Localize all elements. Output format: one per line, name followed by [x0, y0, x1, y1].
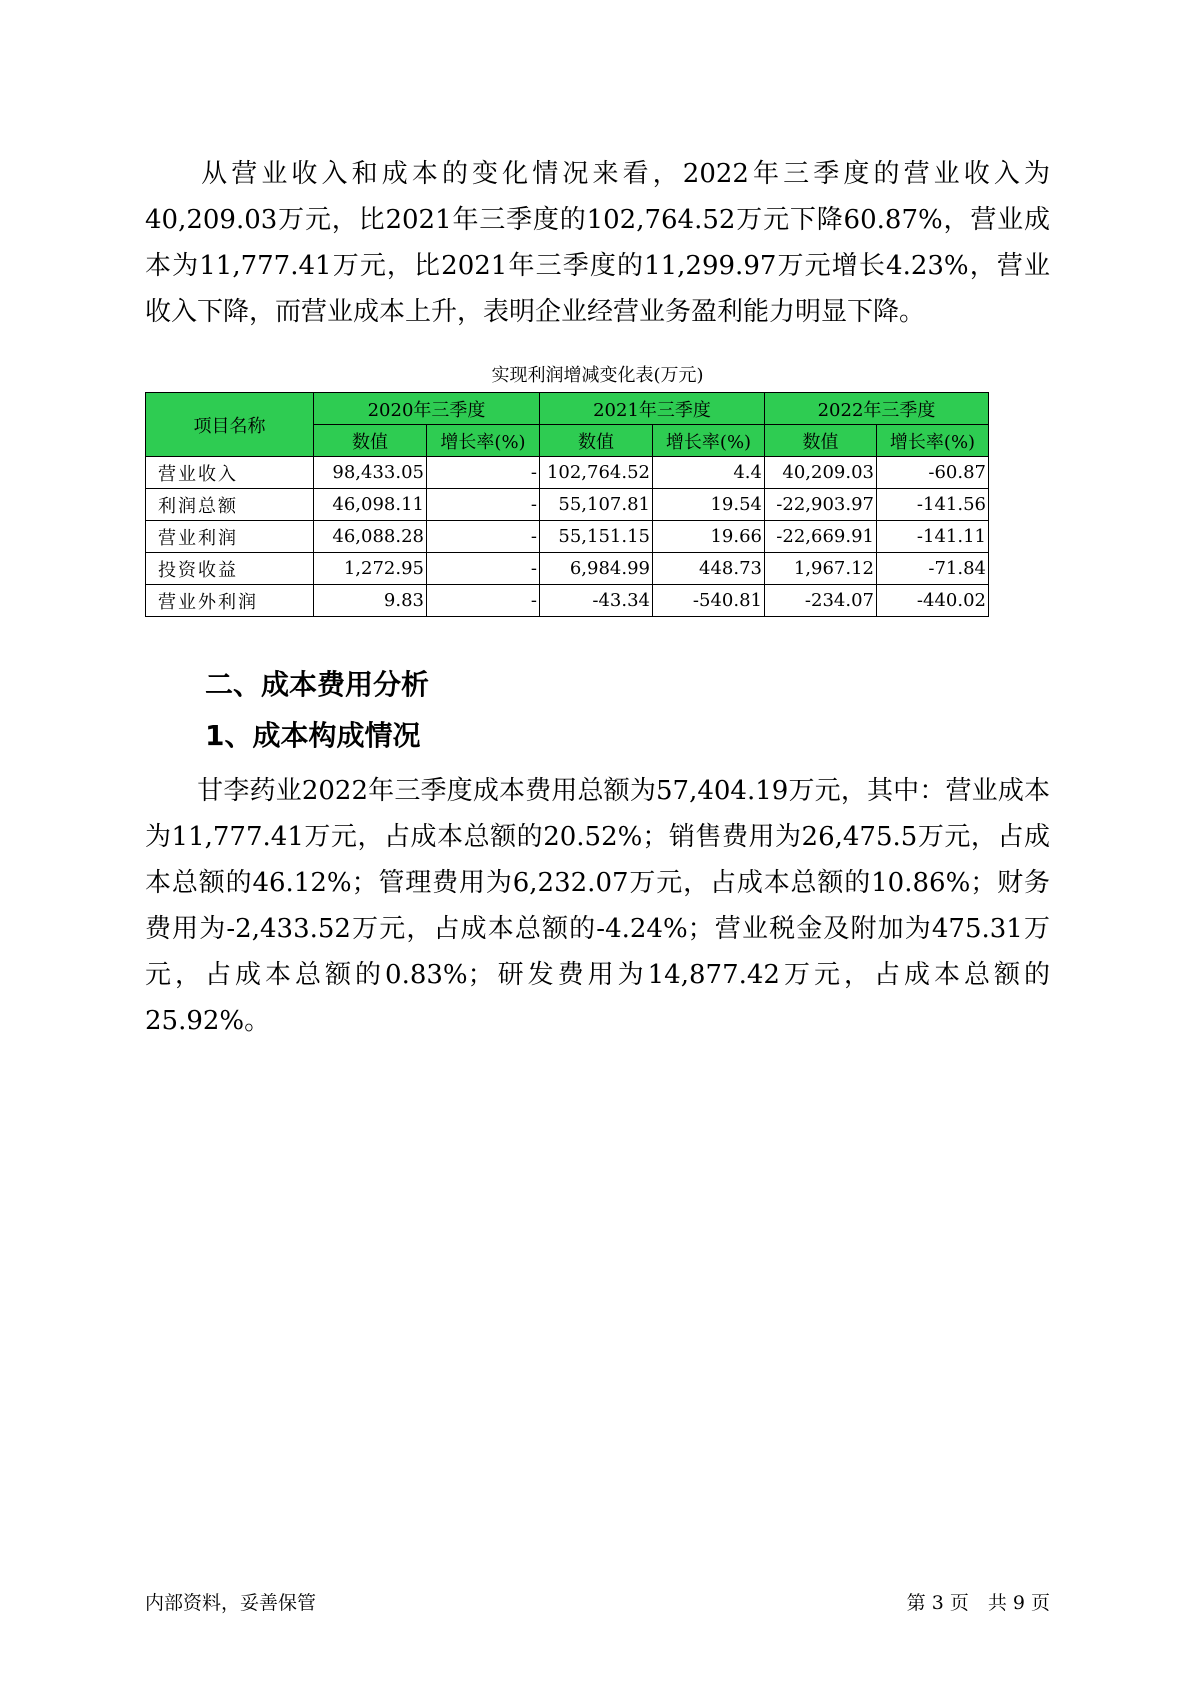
cell: -22,669.91 [765, 521, 877, 553]
cell: 46,088.28 [314, 521, 427, 553]
table-row [146, 457, 989, 489]
table-row [146, 553, 989, 585]
cell: 1,967.12 [765, 553, 877, 585]
cell: 55,151.15 [540, 521, 653, 553]
cell: 448.73 [653, 553, 765, 585]
cell: 4.4 [653, 457, 765, 489]
cell: -43.34 [540, 585, 653, 617]
cell: 9.83 [314, 585, 427, 617]
header-period-2022: 2022年三季度 [765, 393, 989, 425]
footer-page-number: 第 3 页 共 9 页 [906, 1592, 1050, 1614]
header-rate: 增长率(%) [877, 425, 989, 457]
paragraph-text: 甘李药业2022年三季度成本费用总额为57,404.19万元，其中：营业成本为11,777.41万元，占成本总额的20.52%；销售费用为26,475.5万元，占成本总额的46.12%；管理费用为6,232.07万元，占成本总额的10.86%；财务费用为-2,433.52万元，占成本总额的-4.24%；营业税金及附加为475.31万元，占成本总额的0.83%；研发费用为14,877.42万元，占成本总额的25.92%。 [145, 776, 1050, 1036]
cell: 55,107.81 [540, 489, 653, 521]
cell: -141.11 [877, 521, 989, 553]
header-item-name: 项目名称 [146, 393, 314, 457]
cell: -234.07 [765, 585, 877, 617]
cell: -141.56 [877, 489, 989, 521]
footer-confidential-note: 内部资料，妥善保管 [145, 1592, 317, 1614]
cell: - [427, 585, 540, 617]
table-row [146, 489, 989, 521]
cell: -540.81 [653, 585, 765, 617]
paragraph-revenue-cost [145, 151, 1050, 335]
profit-change-table [145, 392, 989, 617]
row-name: 利润总额 [146, 489, 314, 521]
table-row [146, 585, 989, 617]
cell: 98,433.05 [314, 457, 427, 489]
header-value: 数值 [314, 425, 427, 457]
cell: - [427, 457, 540, 489]
cell: 1,272.95 [314, 553, 427, 585]
paragraph-cost-composition [145, 768, 1050, 1044]
cell: -440.02 [877, 585, 989, 617]
table-header-row [146, 393, 989, 425]
header-rate: 增长率(%) [427, 425, 540, 457]
header-period-2020: 2020年三季度 [314, 393, 540, 425]
cell: -22,903.97 [765, 489, 877, 521]
cell: 40,209.03 [765, 457, 877, 489]
table-caption: 实现利润增减变化表(万元) [491, 365, 704, 386]
cell: - [427, 489, 540, 521]
cell: - [427, 553, 540, 585]
paragraph-text: 从营业收入和成本的变化情况来看，2022年三季度的营业收入为40,209.03万元，比2021年三季度的102,764.52万元下降60.87%，营业成本为11,777.41万元，比2021年三季度的11,299.97万元增长4.23%，营业收入下降，而营业成本上升，表明企业经营业务盈利能力明显下降。 [145, 159, 1050, 327]
cell: 6,984.99 [540, 553, 653, 585]
cell: 102,764.52 [540, 457, 653, 489]
section-heading: 二、成本费用分析 [205, 668, 430, 701]
table-row [146, 521, 989, 553]
cell: - [427, 521, 540, 553]
cell: 19.54 [653, 489, 765, 521]
cell: 19.66 [653, 521, 765, 553]
cell: -60.87 [877, 457, 989, 489]
row-name: 营业利润 [146, 521, 314, 553]
cell: 46,098.11 [314, 489, 427, 521]
cell: -71.84 [877, 553, 989, 585]
row-name: 营业收入 [146, 457, 314, 489]
row-name: 营业外利润 [146, 585, 314, 617]
header-value: 数值 [540, 425, 653, 457]
header-rate: 增长率(%) [653, 425, 765, 457]
header-period-2021: 2021年三季度 [540, 393, 765, 425]
header-value: 数值 [765, 425, 877, 457]
subsection-heading: 1、成本构成情况 [205, 719, 421, 752]
row-name: 投资收益 [146, 553, 314, 585]
